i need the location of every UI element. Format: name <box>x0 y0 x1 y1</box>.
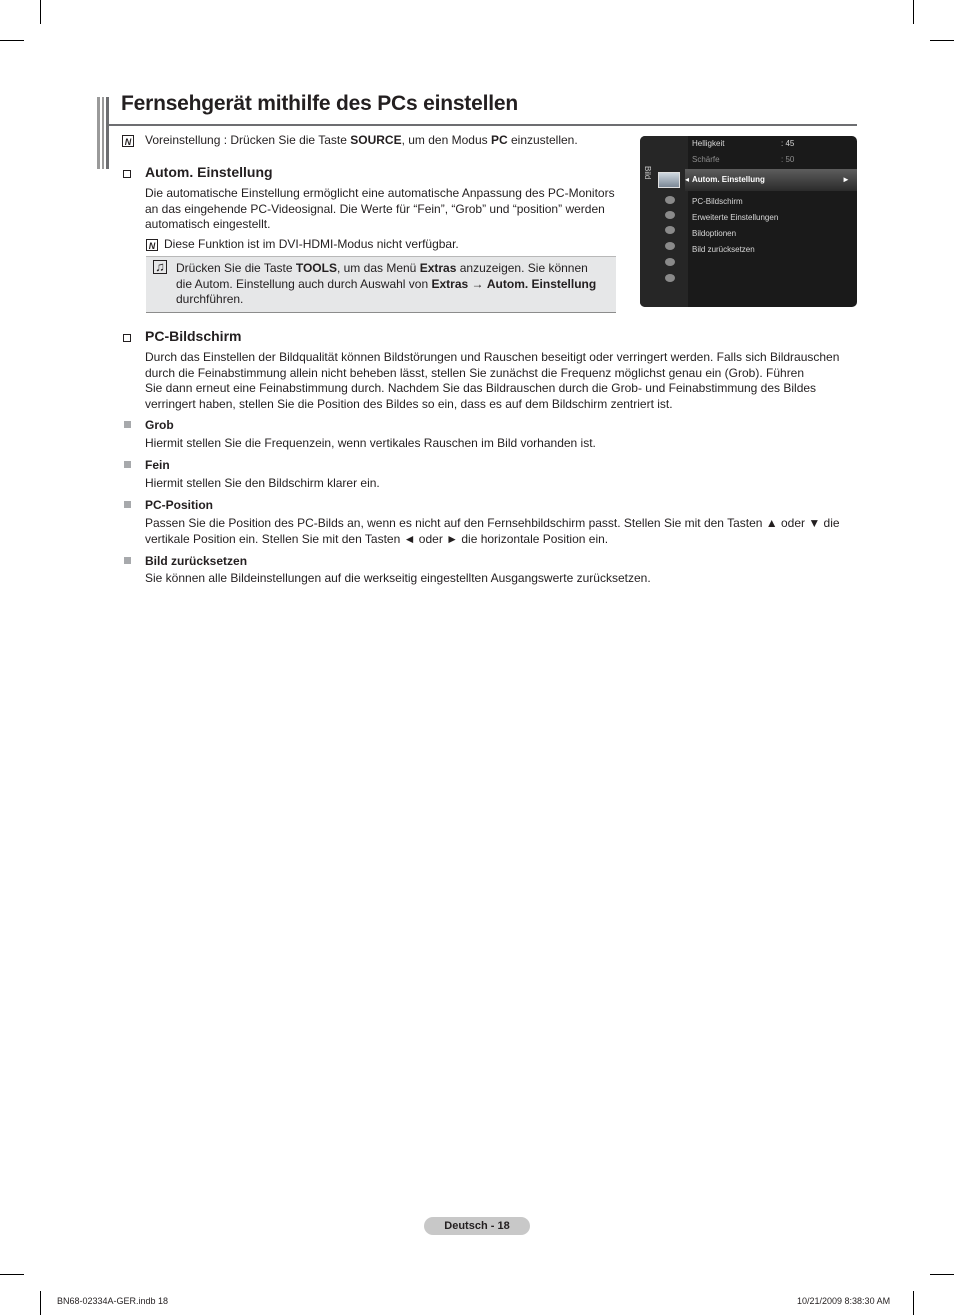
section-checkbox-icon <box>123 334 131 342</box>
tv-channel-icon <box>665 211 675 219</box>
tv-menu-item: Bild zurücksetzen <box>692 245 755 254</box>
crop-mark <box>913 0 914 24</box>
crop-mark <box>913 1291 914 1315</box>
item-text-fein: Hiermit stellen Sie den Bildschirm klarer ein. <box>145 476 380 490</box>
tools-icon: ♫ <box>153 260 167 274</box>
crop-mark <box>40 1291 41 1315</box>
item-text-grob: Hiermit stellen Sie die Frequenzein, wenn vertikales Rauschen im Bild vorhanden ist. <box>145 436 596 450</box>
tv-menu-item: PC-Bildschirm <box>692 197 743 206</box>
tv-row-value: : 45 <box>781 139 795 148</box>
tv-highlight-label: Autom. Einstellung <box>692 175 765 184</box>
tv-support-icon <box>665 274 675 282</box>
tools-text: Drücken Sie die Taste TOOLS, um das Menü Extras anzuzeigen. Sie können die Autom. Einstellung auch durch Auswahl von Extras → Autom. Einstellung durchführen. <box>176 261 597 306</box>
crop-mark <box>40 0 41 24</box>
item-text-bild-zuruecksetzen: Sie können alle Bildeinstellungen auf die werkseitig eingestellten Ausgangswerte zurücksetzen. <box>145 571 651 585</box>
tv-menu-sidebar <box>640 136 688 307</box>
tv-menu-item: Bildoptionen <box>692 229 737 238</box>
preset-note: Voreinstellung : Drücken Sie die Taste SOURCE, um den Modus PC einzustellen. <box>145 133 578 147</box>
crop-mark <box>0 40 24 41</box>
item-title-bild-zuruecksetzen: Bild zurücksetzen <box>145 554 248 568</box>
tv-sound-icon <box>665 196 675 204</box>
tv-highlight-left-arrow: ◂ <box>685 175 690 184</box>
autom-note: Diese Funktion ist im DVI-HDMI-Modus nicht verfügbar. <box>164 237 459 251</box>
page-number-badge: Deutsch - 18 <box>424 1217 530 1235</box>
note-icon: N <box>122 135 134 147</box>
autom-heading: Autom. Einstellung <box>145 164 273 180</box>
title-rule <box>109 124 857 126</box>
tv-menu-item: Erweiterte Einstellungen <box>692 213 779 222</box>
page-title: Fernsehgerät mithilfe des PCs einstellen <box>121 92 518 115</box>
footer-date: 10/21/2009 8:38:30 AM <box>797 1296 891 1306</box>
tv-app-icon <box>665 258 675 266</box>
bullet-square-icon <box>124 501 131 508</box>
tv-row-label: Schärfe <box>692 155 720 164</box>
title-decoration <box>97 97 109 169</box>
tv-input-icon <box>665 242 675 250</box>
tv-setup-icon <box>665 226 675 234</box>
tv-highlight-arrow: ► <box>842 175 850 184</box>
crop-mark <box>0 1274 24 1275</box>
tv-row-value: : 50 <box>781 155 795 164</box>
tv-menu-side-label: Bild <box>643 166 652 180</box>
bullet-square-icon <box>124 421 131 428</box>
footer-file: BN68-02334A-GER.indb 18 <box>57 1296 169 1306</box>
pc-heading: PC-Bildschirm <box>145 328 242 344</box>
crop-mark <box>930 1274 954 1275</box>
bullet-square-icon <box>124 557 131 564</box>
item-text-pc-position: Passen Sie die Position des PC-Bilds an, wenn es nicht auf den Fernsehbildschirm passt. Stellen Sie mit den Tasten ▲ oder ▼ die vertikale Position ein. Stellen Sie mit den Tasten ◄ oder ► die horizontale Position ein. <box>145 516 840 546</box>
tv-row-label: Helligkeit <box>692 139 725 148</box>
tv-picture-icon <box>658 172 680 188</box>
bullet-square-icon <box>124 461 131 468</box>
item-title-fein: Fein <box>145 458 170 472</box>
item-title-grob: Grob <box>145 418 174 432</box>
item-title-pc-position: PC-Position <box>145 498 213 512</box>
tv-menu-screenshot <box>640 136 857 307</box>
autom-body: Die automatische Einstellung ermöglicht eine automatische Anpassung des PC-Monitors an das eingehende PC-Videosignal. Die Werte für “Fein”, “Grob” und “position” werden automatisch eingestellt. <box>145 186 615 231</box>
note-icon: N <box>146 239 158 251</box>
section-checkbox-icon <box>123 170 131 178</box>
pc-body: Durch das Einstellen der Bildqualität können Bildstörungen und Rauschen beseitigt oder verringert werden. Falls sich Bildrauschen durch die Feinabstimmung allein nicht beheben lässt, stellen Sie zunächst die Frequenz möglichst genau ein (Grob). Führen Sie dann erneut eine Feinabstimmung durch. Nachdem Sie das Bildrauschen durch die Grob- und Feinabstimmung des Bildes verringert haben, stellen Sie die Position des Bildes so ein, dass es auf dem Bildschirm zentriert ist. <box>145 350 840 411</box>
crop-mark <box>930 40 954 41</box>
